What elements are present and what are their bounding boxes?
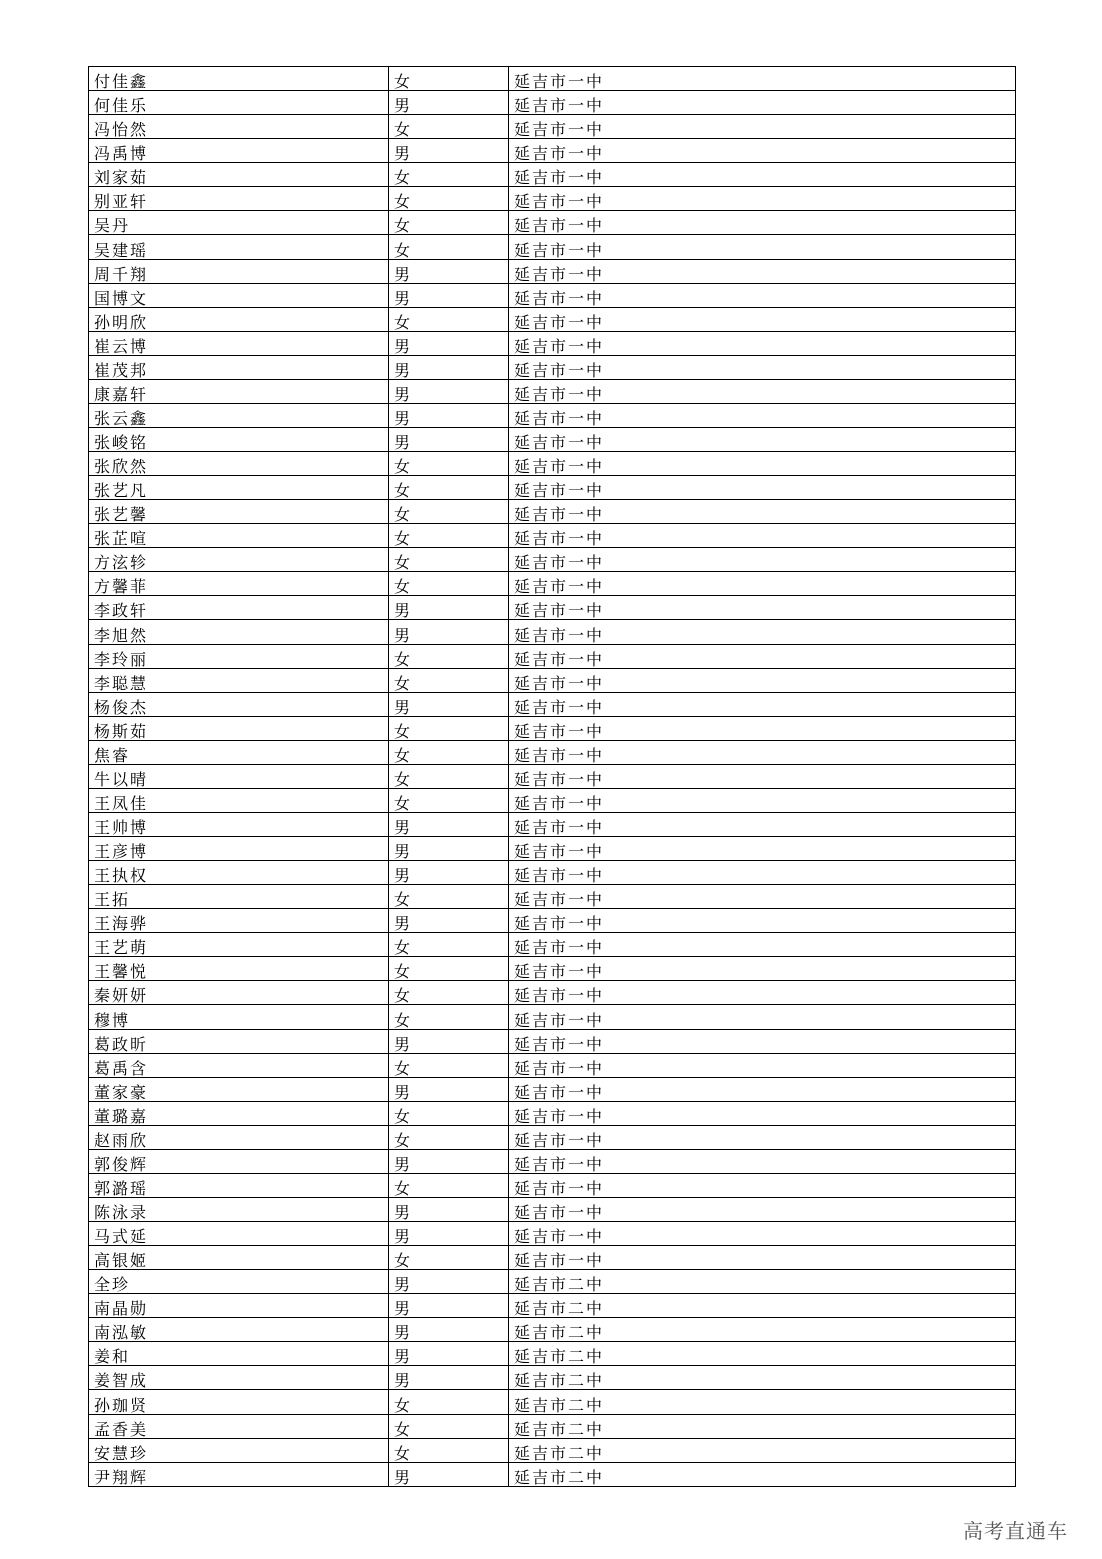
school-cell: 延吉市二中 (509, 1438, 1016, 1462)
gender-cell: 男 (389, 1366, 509, 1390)
school-cell: 延吉市一中 (509, 788, 1016, 812)
gender-cell: 男 (389, 1197, 509, 1221)
table-row (89, 355, 1016, 379)
table-row (89, 1077, 1016, 1101)
school-cell: 延吉市一中 (509, 1173, 1016, 1197)
name-cell: 李聪慧 (89, 668, 389, 692)
name-cell: 董家豪 (89, 1077, 389, 1101)
gender-cell: 男 (389, 139, 509, 163)
school-cell: 延吉市一中 (509, 91, 1016, 115)
table-row (89, 837, 1016, 861)
name-cell: 郭潞瑶 (89, 1173, 389, 1197)
name-cell: 马式延 (89, 1222, 389, 1246)
school-cell: 延吉市一中 (509, 764, 1016, 788)
school-cell: 延吉市二中 (509, 1270, 1016, 1294)
gender-cell: 男 (389, 620, 509, 644)
school-cell: 延吉市一中 (509, 1029, 1016, 1053)
school-cell: 延吉市二中 (509, 1414, 1016, 1438)
school-cell: 延吉市一中 (509, 692, 1016, 716)
name-cell: 康嘉轩 (89, 379, 389, 403)
school-cell: 延吉市一中 (509, 331, 1016, 355)
table-row (89, 115, 1016, 139)
gender-cell: 男 (389, 331, 509, 355)
watermark: 高考直通车 (963, 1519, 1068, 1543)
name-cell: 王帅博 (89, 812, 389, 836)
name-cell: 董璐嘉 (89, 1101, 389, 1125)
school-cell: 延吉市一中 (509, 1005, 1016, 1029)
gender-cell: 男 (389, 1462, 509, 1486)
gender-cell: 女 (389, 1053, 509, 1077)
gender-cell: 女 (389, 668, 509, 692)
table-row (89, 1197, 1016, 1221)
school-cell: 延吉市一中 (509, 572, 1016, 596)
table-row (89, 67, 1016, 91)
name-cell: 南晶勋 (89, 1294, 389, 1318)
table-row (89, 187, 1016, 211)
name-cell: 王馨悦 (89, 957, 389, 981)
name-cell: 张云鑫 (89, 403, 389, 427)
table-row (89, 139, 1016, 163)
school-cell: 延吉市一中 (509, 548, 1016, 572)
table-row (89, 379, 1016, 403)
gender-cell: 女 (389, 1101, 509, 1125)
gender-cell: 男 (389, 1029, 509, 1053)
gender-cell: 男 (389, 379, 509, 403)
gender-cell: 男 (389, 1077, 509, 1101)
gender-cell: 女 (389, 740, 509, 764)
name-cell: 尹翔辉 (89, 1462, 389, 1486)
gender-cell: 男 (389, 427, 509, 451)
school-cell: 延吉市一中 (509, 163, 1016, 187)
name-cell: 王彦博 (89, 837, 389, 861)
table-row (89, 981, 1016, 1005)
table-row (89, 788, 1016, 812)
school-cell: 延吉市二中 (509, 1342, 1016, 1366)
gender-cell: 女 (389, 235, 509, 259)
name-cell: 郭俊辉 (89, 1149, 389, 1173)
school-cell: 延吉市一中 (509, 1149, 1016, 1173)
gender-cell: 男 (389, 812, 509, 836)
name-cell: 王凤佳 (89, 788, 389, 812)
gender-cell: 男 (389, 692, 509, 716)
school-cell: 延吉市一中 (509, 1197, 1016, 1221)
school-cell: 延吉市一中 (509, 812, 1016, 836)
name-cell: 张芷喧 (89, 524, 389, 548)
gender-cell: 女 (389, 788, 509, 812)
name-cell: 崔云博 (89, 331, 389, 355)
gender-cell: 女 (389, 1414, 509, 1438)
name-cell: 孙珈贤 (89, 1390, 389, 1414)
school-cell: 延吉市一中 (509, 139, 1016, 163)
table-row (89, 909, 1016, 933)
table-row (89, 620, 1016, 644)
school-cell: 延吉市一中 (509, 524, 1016, 548)
name-cell: 陈泳录 (89, 1197, 389, 1221)
name-cell: 李玲丽 (89, 644, 389, 668)
name-cell: 姜智成 (89, 1366, 389, 1390)
name-cell: 高银姬 (89, 1246, 389, 1270)
gender-cell: 女 (389, 307, 509, 331)
school-cell: 延吉市一中 (509, 1222, 1016, 1246)
gender-cell: 女 (389, 572, 509, 596)
name-cell: 张峻铭 (89, 427, 389, 451)
table-row (89, 1438, 1016, 1462)
school-cell: 延吉市一中 (509, 620, 1016, 644)
school-cell: 延吉市一中 (509, 427, 1016, 451)
table-row (89, 885, 1016, 909)
gender-cell: 男 (389, 259, 509, 283)
school-cell: 延吉市一中 (509, 644, 1016, 668)
gender-cell: 男 (389, 909, 509, 933)
gender-cell: 女 (389, 933, 509, 957)
school-cell: 延吉市一中 (509, 909, 1016, 933)
name-cell: 张欣然 (89, 452, 389, 476)
table-row (89, 1462, 1016, 1486)
table-row (89, 1053, 1016, 1077)
school-cell: 延吉市一中 (509, 933, 1016, 957)
school-cell: 延吉市一中 (509, 596, 1016, 620)
table-row (89, 1125, 1016, 1149)
gender-cell: 男 (389, 1270, 509, 1294)
gender-cell: 男 (389, 596, 509, 620)
table-row (89, 1005, 1016, 1029)
name-cell: 杨俊杰 (89, 692, 389, 716)
table-row (89, 572, 1016, 596)
table-row (89, 163, 1016, 187)
name-cell: 全珍 (89, 1270, 389, 1294)
name-cell: 南泓敏 (89, 1318, 389, 1342)
gender-cell: 女 (389, 1125, 509, 1149)
school-cell: 延吉市一中 (509, 403, 1016, 427)
name-cell: 赵雨欣 (89, 1125, 389, 1149)
roster-body (89, 67, 1016, 1487)
school-cell: 延吉市一中 (509, 259, 1016, 283)
gender-cell: 女 (389, 548, 509, 572)
school-cell: 延吉市一中 (509, 187, 1016, 211)
school-cell: 延吉市一中 (509, 379, 1016, 403)
school-cell: 延吉市一中 (509, 67, 1016, 91)
name-cell: 秦妍妍 (89, 981, 389, 1005)
table-row (89, 764, 1016, 788)
name-cell: 刘家茹 (89, 163, 389, 187)
name-cell: 葛政昕 (89, 1029, 389, 1053)
table-row (89, 861, 1016, 885)
name-cell: 牛以晴 (89, 764, 389, 788)
name-cell: 周千翔 (89, 259, 389, 283)
school-cell: 延吉市一中 (509, 211, 1016, 235)
table-row (89, 1173, 1016, 1197)
table-row (89, 957, 1016, 981)
gender-cell: 女 (389, 1438, 509, 1462)
name-cell: 穆博 (89, 1005, 389, 1029)
name-cell: 何佳乐 (89, 91, 389, 115)
table-row (89, 524, 1016, 548)
school-cell: 延吉市一中 (509, 1101, 1016, 1125)
table-row (89, 1318, 1016, 1342)
gender-cell: 女 (389, 476, 509, 500)
name-cell: 李政轩 (89, 596, 389, 620)
table-row (89, 403, 1016, 427)
school-cell: 延吉市一中 (509, 307, 1016, 331)
table-row (89, 933, 1016, 957)
gender-cell: 女 (389, 187, 509, 211)
school-cell: 延吉市一中 (509, 500, 1016, 524)
gender-cell: 女 (389, 1390, 509, 1414)
school-cell: 延吉市一中 (509, 1246, 1016, 1270)
gender-cell: 女 (389, 885, 509, 909)
school-cell: 延吉市二中 (509, 1318, 1016, 1342)
school-cell: 延吉市一中 (509, 1125, 1016, 1149)
school-cell: 延吉市一中 (509, 668, 1016, 692)
table-row (89, 427, 1016, 451)
school-cell: 延吉市一中 (509, 716, 1016, 740)
table-row (89, 1270, 1016, 1294)
name-cell: 姜和 (89, 1342, 389, 1366)
name-cell: 焦睿 (89, 740, 389, 764)
gender-cell: 女 (389, 1246, 509, 1270)
name-cell: 孙明欣 (89, 307, 389, 331)
table-row (89, 1222, 1016, 1246)
name-cell: 葛禹含 (89, 1053, 389, 1077)
name-cell: 付佳鑫 (89, 67, 389, 91)
gender-cell: 女 (389, 163, 509, 187)
gender-cell: 女 (389, 67, 509, 91)
table-row (89, 692, 1016, 716)
school-cell: 延吉市二中 (509, 1390, 1016, 1414)
gender-cell: 男 (389, 1294, 509, 1318)
gender-cell: 女 (389, 452, 509, 476)
school-cell: 延吉市一中 (509, 235, 1016, 259)
gender-cell: 男 (389, 403, 509, 427)
table-row (89, 644, 1016, 668)
school-cell: 延吉市一中 (509, 115, 1016, 139)
gender-cell: 男 (389, 355, 509, 379)
school-cell: 延吉市一中 (509, 1077, 1016, 1101)
name-cell: 王执权 (89, 861, 389, 885)
table-row (89, 476, 1016, 500)
name-cell: 王艺萌 (89, 933, 389, 957)
name-cell: 冯怡然 (89, 115, 389, 139)
name-cell: 安慧珍 (89, 1438, 389, 1462)
gender-cell: 女 (389, 764, 509, 788)
table-row (89, 668, 1016, 692)
table-row (89, 500, 1016, 524)
school-cell: 延吉市一中 (509, 283, 1016, 307)
name-cell: 张艺馨 (89, 500, 389, 524)
table-row (89, 1246, 1016, 1270)
school-cell: 延吉市一中 (509, 885, 1016, 909)
gender-cell: 男 (389, 837, 509, 861)
table-row (89, 235, 1016, 259)
table-row (89, 1101, 1016, 1125)
school-cell: 延吉市一中 (509, 452, 1016, 476)
name-cell: 杨斯茹 (89, 716, 389, 740)
table-row (89, 740, 1016, 764)
gender-cell: 女 (389, 957, 509, 981)
gender-cell: 女 (389, 524, 509, 548)
gender-cell: 男 (389, 91, 509, 115)
table-row (89, 91, 1016, 115)
table-row (89, 452, 1016, 476)
gender-cell: 女 (389, 500, 509, 524)
gender-cell: 男 (389, 1318, 509, 1342)
gender-cell: 女 (389, 1173, 509, 1197)
name-cell: 方馨菲 (89, 572, 389, 596)
name-cell: 崔茂邦 (89, 355, 389, 379)
table-row (89, 307, 1016, 331)
gender-cell: 女 (389, 1005, 509, 1029)
school-cell: 延吉市一中 (509, 837, 1016, 861)
school-cell: 延吉市一中 (509, 476, 1016, 500)
name-cell: 吴丹 (89, 211, 389, 235)
school-cell: 延吉市一中 (509, 957, 1016, 981)
school-cell: 延吉市二中 (509, 1294, 1016, 1318)
table-row (89, 1366, 1016, 1390)
name-cell: 方泫轸 (89, 548, 389, 572)
table-row (89, 1149, 1016, 1173)
name-cell: 王海骅 (89, 909, 389, 933)
table-row (89, 283, 1016, 307)
table-row (89, 211, 1016, 235)
table-row (89, 596, 1016, 620)
name-cell: 孟香美 (89, 1414, 389, 1438)
name-cell: 别亚轩 (89, 187, 389, 211)
school-cell: 延吉市一中 (509, 355, 1016, 379)
name-cell: 国博文 (89, 283, 389, 307)
school-cell: 延吉市一中 (509, 861, 1016, 885)
table-row (89, 331, 1016, 355)
table-row (89, 1390, 1016, 1414)
name-cell: 吴建瑶 (89, 235, 389, 259)
table-row (89, 1294, 1016, 1318)
table-row (89, 1029, 1016, 1053)
gender-cell: 男 (389, 1222, 509, 1246)
school-cell: 延吉市二中 (509, 1462, 1016, 1486)
school-cell: 延吉市一中 (509, 981, 1016, 1005)
school-cell: 延吉市二中 (509, 1366, 1016, 1390)
gender-cell: 女 (389, 211, 509, 235)
table-row (89, 716, 1016, 740)
gender-cell: 女 (389, 716, 509, 740)
gender-cell: 女 (389, 115, 509, 139)
table-row (89, 548, 1016, 572)
gender-cell: 男 (389, 1342, 509, 1366)
school-cell: 延吉市一中 (509, 1053, 1016, 1077)
gender-cell: 男 (389, 861, 509, 885)
table-row (89, 259, 1016, 283)
table-row (89, 1342, 1016, 1366)
name-cell: 冯禹博 (89, 139, 389, 163)
gender-cell: 男 (389, 1149, 509, 1173)
student-roster-table (88, 66, 1016, 1487)
gender-cell: 女 (389, 981, 509, 1005)
name-cell: 王拓 (89, 885, 389, 909)
name-cell: 张艺凡 (89, 476, 389, 500)
gender-cell: 女 (389, 644, 509, 668)
table-row (89, 812, 1016, 836)
school-cell: 延吉市一中 (509, 740, 1016, 764)
gender-cell: 男 (389, 283, 509, 307)
table-row (89, 1414, 1016, 1438)
name-cell: 李旭然 (89, 620, 389, 644)
